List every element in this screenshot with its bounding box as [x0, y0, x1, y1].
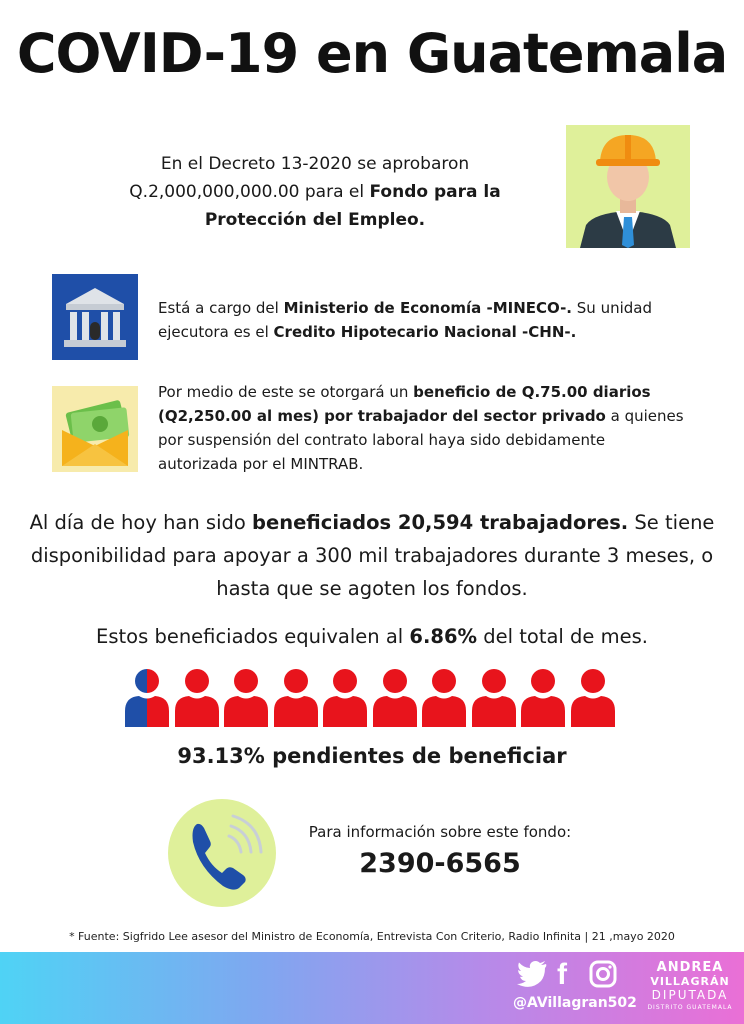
- person-body: [571, 696, 615, 727]
- person-body: [422, 696, 466, 727]
- beneficiaries-text-post: Se tiene disponibilidad para apoyar a 300 mil trabajadores durante 3 meses, o hasta que se agoten los fondos.: [30, 511, 715, 600]
- person-head: [581, 669, 605, 693]
- person-body: [175, 696, 219, 727]
- twitter-icon[interactable]: [517, 961, 547, 987]
- decree-text-pre: En el Decreto 13-2020 se aprobaron Q.2,000,000,000.00 para el: [129, 154, 470, 202]
- person-head: [383, 669, 407, 693]
- person-icon: [224, 667, 268, 727]
- people-pictogram: [125, 667, 615, 729]
- person-icon: [373, 667, 417, 727]
- money-illustration: [52, 386, 138, 472]
- person-head: [482, 669, 506, 693]
- equivalence-text: [20, 625, 724, 648]
- person-icon: [323, 667, 367, 727]
- brand-name-last: VILLAGRÁN: [650, 975, 730, 988]
- pending-text: 93.13% pendientes de beneficiar: [177, 744, 567, 768]
- person-head: [135, 669, 159, 693]
- person-body: [472, 696, 516, 727]
- brand-district: DISTRITO GUATEMALA: [647, 1004, 733, 1011]
- brand-name-first: ANDREA: [656, 960, 724, 975]
- person-icon: [274, 667, 318, 727]
- person-head: [234, 669, 258, 693]
- equivalence-text-pre: Estos beneficiados equivalen al: [96, 625, 410, 648]
- contact-label: Para información sobre este fondo:: [308, 823, 572, 841]
- equivalence-text-post: del total de mes.: [477, 625, 648, 648]
- social-handle[interactable]: @AVillagran502: [513, 995, 637, 1011]
- person-body: [323, 696, 367, 727]
- page-title: COVID-19 en Guatemala: [16, 22, 728, 85]
- money-envelope-icon: [52, 386, 138, 472]
- instagram-icon[interactable]: [589, 960, 617, 988]
- phone-icon: [167, 798, 277, 908]
- person-body: [125, 696, 169, 727]
- source-note: * Fuente: Sigfrido Lee asesor del Ministro de Economía, Entrevista Con Criterio, Radio Infinita | 21 ,mayo 2020: [69, 930, 675, 943]
- person-body: [224, 696, 268, 727]
- bank-icon: [52, 274, 138, 360]
- contact-phone[interactable]: 2390-6565: [359, 848, 521, 879]
- brand-role: DIPUTADA: [651, 988, 729, 1002]
- person-head: [531, 669, 555, 693]
- person-icon: [472, 667, 516, 727]
- benefit-text-post: a quienes por suspensión del contrato laboral haya sido debidamente autorizada por el MINTRAB.: [158, 407, 684, 473]
- beneficiaries-text: [20, 506, 724, 605]
- equivalence-text-bold: 6.86%: [409, 625, 478, 648]
- brand-block: [640, 960, 740, 1012]
- benefit-text-pre: Por medio de este se otorgará un: [158, 383, 414, 401]
- person-icon: [521, 667, 565, 727]
- person-body: [373, 696, 417, 727]
- beneficiaries-text-pre: Al día de hoy han sido: [29, 511, 253, 534]
- decree-text: [110, 150, 520, 234]
- footer-bar: [0, 952, 744, 1024]
- worker-illustration: [566, 125, 690, 248]
- benefit-text-bold: beneficio de Q.75.00 diarios (Q2,250.00 al mes) por trabajador del sector privado: [158, 383, 651, 425]
- mineco-text-mid: Su unidad ejecutora es el: [158, 299, 652, 341]
- person-icon: [422, 667, 466, 727]
- worker-icon: [566, 125, 690, 248]
- mineco-text-bold2: Credito Hipotecario Nacional -CHN-.: [273, 323, 577, 341]
- person-head: [284, 669, 308, 693]
- person-icon: [175, 667, 219, 727]
- mineco-text-bold1: Ministerio de Economía -MINECO-.: [283, 299, 572, 317]
- mineco-text-pre: Está a cargo del: [158, 299, 284, 317]
- person-icon: [571, 667, 615, 727]
- person-body: [521, 696, 565, 727]
- phone-illustration: [167, 798, 277, 908]
- facebook-icon[interactable]: f: [557, 958, 567, 991]
- person-head: [432, 669, 456, 693]
- person-body: [274, 696, 318, 727]
- decree-text-bold: Fondo para la Protección del Empleo.: [204, 182, 501, 230]
- person-icon: [125, 667, 169, 727]
- person-head: [333, 669, 357, 693]
- bank-illustration: [52, 274, 138, 360]
- benefit-text: [158, 380, 688, 476]
- beneficiaries-text-bold: beneficiados 20,594 trabajadores.: [252, 511, 629, 534]
- mineco-text: [158, 296, 688, 344]
- person-head: [185, 669, 209, 693]
